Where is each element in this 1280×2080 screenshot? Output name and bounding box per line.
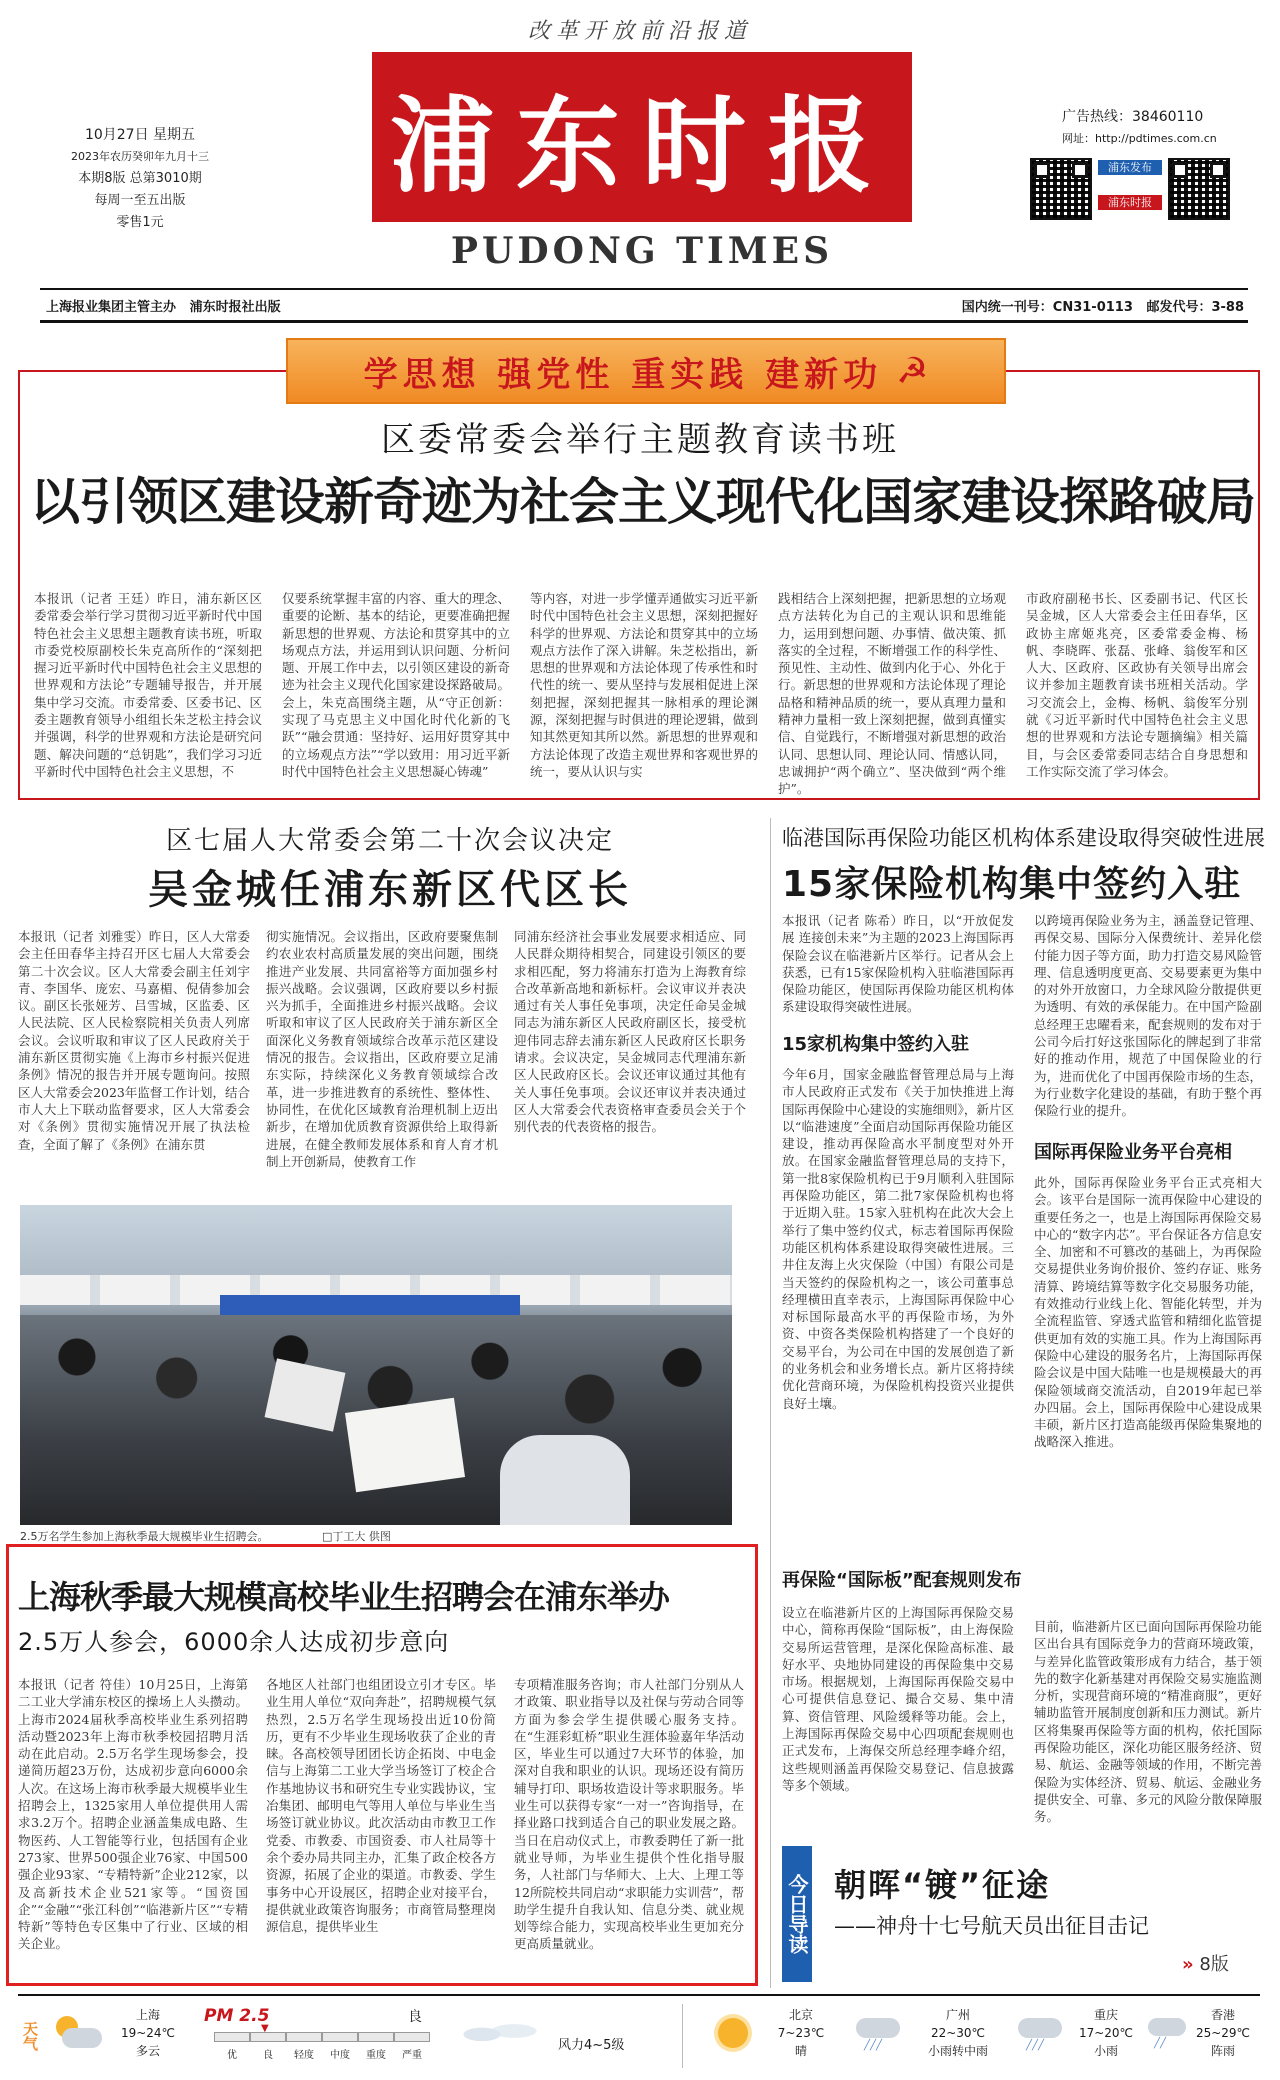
city-weather-beijing [766,2006,836,2060]
party-emblem-icon: ☭ [896,350,929,392]
npc-col-3: 同浦东经济社会事业发展要求相适应、同人民群众期待相契合，同建设引领区的要求相匹配，努力将浦东打造为上海教育综合改革新高地和新标杆。会议审议并表决通过有关人事任免事项，决定任命吴金城同志为浦东新区人民政府副区长，接受杭迎伟同志辞去浦东新区人民政府区长职务请求。会议决定，吴金城同志代理浦东新区人民政府区长。会议还审议通过其他有关人事任免事项。会议还审议并表决通过区人大常委会代表资格审查委员会关于个别代表的代表资格的报告。 [514,929,746,1135]
qr-code-2[interactable] [1168,158,1230,220]
aqi-label: PM 2.5 [204,2006,270,2026]
guide-label [782,1846,812,1982]
aqi-scale-label: 重度 [366,2050,386,2061]
city-desc: 小雨转中雨 [927,2044,988,2058]
qr-label-fabu: 浦东发布 [1098,160,1162,175]
insurance-col-2-mid: 此外，国际再保险业务平台正式亮相大会。该平台是国际一流再保险中心建设的重要任务之一，也是上海国际再保险交易中心的“数字内芯”。平台保证各方信息安全、加密和不可篡改的基础上，为再保险交易提供业务询价报价、签约存证、账务清算、跨境结算等数字化交易服务功能，有效推动行业线上化、智能化转型，并为全流程监管、穿透式监管和精细化监管提供更加有效的实施工具。作为上海国际再保险中心建设的服务名片，上海国际再保险会议是中国大陆唯一也是规模最大的再保险领域商交流活动，自2019年起已举办四届。会上，国际再保险中心建设成果丰硕，新片区打造高能级再保险集聚地的战略深入推进。 [1034,1175,1262,1450]
aqi-scale-label: 优 [227,2050,237,2061]
masthead-date: 10月27日 星期五 [84,127,196,143]
guide-label-text: 今日导读 [785,1874,809,1954]
insurance-col-1-mid: 今年6月，国家金融监督管理总局与上海市人民政府正式发布《关于加快推进上海国际再保险中心建设的实施细则》，新片区以“临港速度”全面启动国际再保险功能区建设，推动再保险高水平制度型对外开放。在国家金融监督管理总局的支持下，第一批8家保险机构已于9月顺利入驻国际再保险功能区，第二批7家保险机构也将于近期入驻。15家入驻机构在此次大会上举行了集中签约仪式，标志着国际再保险功能区机构体系建设取得突破性进展。三井住友海上火灾保险（中国）有限公司是当天签约的保险机构之一，该公司董事总经理横田直幸表示，上海国际再保险中心对标国际最高水平的再保险市场，为外资、中资各类保险机构搭建了一个良好的交易平台，为公司在中国的发展创造了新的业务机会和业务增长点。新片区将持续优化营商环境，为保险机构投资兴业提供良好土壤。 [782,1067,1014,1411]
insurance-col-2-bot: 目前，临港新片区已面向国际再保险功能区出台具有国际竞争力的营商环境政策，与差异化监管政策形成有力结合，基于领先的数字化新基建对再保险交易实施监测分析，实现营商环境的“精准商服”，更好辅助监管开展制度创新和压力测试。新片区将集聚再保险等方面的机构，依托国际再保险功能区，深化功能区服务经济、贸易、航运、金融等领域的作用，不断完善保险为实体经济、贸易、航运、金融业务提供安全、可靠、多元的风险分散保障服务。 [1034,1619,1262,1825]
aqi-scale-label: 轻度 [294,2050,314,2061]
insurance-sub-3: 再保险“国际板”配套规则发布 [782,1570,1022,1591]
guide-title: 朝晖“镀”征途 [834,1866,1051,1904]
city-desc: 小雨 [1093,2044,1118,2058]
masthead-rule [40,288,1248,290]
city-desc: 晴 [794,2044,807,2058]
ad-info [1062,106,1217,150]
photo-caption [20,1528,732,1544]
npc-kicker: 区七届人大常委会第二十次会议决定 [165,826,614,856]
city-temp: 25~29℃ [1195,2026,1251,2040]
rain-cloud-icon: ╱╱╱ [856,2018,902,2050]
weather-label: 天气 [21,2021,39,2051]
aqi-scale-label: 良 [263,2050,273,2061]
insurance-kicker: 临港国际再保险功能区机构体系建设取得突破性进展 [782,826,1265,850]
weather-bar [18,1998,1260,2074]
city-temp: 7~23℃ [777,2026,825,2040]
city-name: 香港 [1210,2008,1235,2022]
local-temp: 19~24℃ [120,2026,176,2040]
jobs-col-3: 专项精准服务咨询；市人社部门分别从人才政策、职业指导以及社保与劳动合同等方面为参会学生提供暖心服务支持。在“生涯彩虹桥”职业生涯体验嘉年华活动区，毕业生可以通过7大环节的体验，加深对自我和职业的认识。现场还设有简历辅导打印、职场妆造设计等求职服务。毕业生可以获得专家“一对一”咨询指导，在择业路口找到适合自己的职业发展之路。当日在启动仪式上，市教委聘任了新一批就业导师，为毕业生提供个性化指导服务，人社部门与华师大、上大、上理工等12所院校共同启动“求职能力实训营”，帮助学生提升自我认知、信息分类、就业规划等综合能力，实现高校毕业生更加充分更高质量就业。 [514,1677,744,1952]
qr-code-1[interactable] [1030,158,1092,220]
npc-headline: 吴金城任浦东新区代区长 [148,867,632,913]
local-city: 上海 [135,2008,160,2022]
lead-col-2: 仅要系统掌握丰富的内容、重大的理念、重要的论断、基本的结论，更要准确把握新思想的世界观、方法论和贯穿其中的立场观点方法，并运用到认识问题、分析问题、开展工作中去，以引领区建设的新奇迹为社会主义现代化国家建设探路破局。会上，朱克高围绕主题，从“守正创新：实现了马克思主义中国化时代化新的飞跃”“融会贯通：坚持好、运用好贯穿其中的立场观点方法”“学以致用：用习近平新时代中国特色社会主义思想凝心铸魂” [282,591,510,779]
aqi-scale-bar: ▼ [214,2032,430,2042]
weather-divider [682,2004,683,2068]
city-name: 广州 [945,2008,970,2022]
photo-credit: □丁工大 供图 [322,1530,391,1543]
ad-hotline: 广告热线：38460110 [1062,109,1204,125]
lead-col-4: 践相结合上深刻把握，把新思想的立场观点方法转化为自己的主观认识和思维能力，运用到想问题、办事情、做决策、抓落实的全过程，不断增强工作的科学性、预见性、主动性、做到内化于心、外化于行。新思想的世界观和方法论体现了理论品格和精神品质的统一，要从真理力量和精神力量相一致上深刻把握，做到真懂实信、自觉践行，不断增强对新思想的政治认同、思想认同、理论认同、情感认同，忠诚拥护“两个确立”、坚决做到“两个维护”。 [778,591,1006,797]
sun-icon [718,2018,748,2048]
masthead-edition: 本期8版 总第3010期 [78,171,202,186]
masthead-price: 零售1元 [116,215,164,230]
masthead-dateline [40,124,240,234]
jobs-col-1: 本报讯（记者 符佳）10月25日，上海第二工业大学浦东校区的操场上人头攒动。上海市2024届秋季高校毕业生系列招聘活动暨2023年上海市秋季校园招聘月活动在此启动。2.5万名学生现场参会，投递简历超23万份，达成初步意向6000余人次。在这场上海市秋季最大规模毕业生招聘会上，1325家用人单位提供用人需求3.2万个。招聘企业涵盖集成电路、生物医药、人工智能等行业，包括国有企业273家、世界500强企业76家、中国500强企业93家、“专精特新”企业212家，以及高新技术企业521家等。“国资国企”“金融”“张江科创”“临港新片区”“专精特新”等特色专区集中了行业、区域的相关企业。 [18,1677,248,1952]
website: 网址：http://pdtimes.com.cn [1062,132,1217,145]
cloudy-sun-icon [52,2016,102,2052]
column-divider [770,818,771,1988]
jobs-col-2: 各地区人社部门也组团设立引才专区。毕业生用人单位“双向奔赴”，招聘规模气氛热烈，2.5万名学生现场投出近10份简历，更有不少毕业生现场收获了企业的青睐。各高校领导团团长访企拓岗、中电金信与上海第二工业大学当场签订了校企合作基地协议书和研究生专业实践协议，宝冶集团、邮明电气等用人单位与毕业生当场签订就业协议。此次活动由市教卫工作党委、市教委、市国资委、市人社局等十余个委办局共同主办，汇集了政企校各方资源，拓展了企业的渠道。市教委、学生事务中心开设展区，招聘企业对接平台，提供就业政策咨询服务；市商管局整理岗源信息，提供毕业生 [266,1677,496,1935]
masthead-title [372,52,912,222]
guide-box[interactable] [782,1846,1258,1982]
double-arrow-icon: » [1182,1954,1194,1975]
theme-banner [286,338,1006,404]
insurance-col-1-bot: 设立在临港新片区的上海国际再保险交易中心，简称再保险“国际板”，由上海保险交易所运营管理，是深化保险高标准、最好水平、央地协同建设的再保险集中交易市场。根据规划，上海国际再保险交易中心可提供信息登记、撮合交易、集中清算、资信管理、风险缓释等功能。会上，上海国际再保险交易中心四项配套规则也正式发布，上海保交所总经理李峰介绍，这些规则涵盖再保险交易登记、信息披露等多个领域。 [782,1605,1014,1793]
rain-cloud-icon: ╱╱ [1148,2018,1188,2050]
wind-level: 风力4~5级 [558,2038,625,2053]
npc-col-1: 本报讯（记者 刘雅雯）昨日，区人大常委会主任田春华主持召开区七届人大常委会第二十次会议。区人大常委会副主任刘宇青、李国华、庞宏、马嘉楣、倪倩参加会议。副区长张娅芳、吕雪城，区监委、区人民法院、区人民检察院相关负责人列席会议。会议听取和审议了区人民政府关于浦东新区贯彻实施《上海市乡村振兴促进条例》情况的报告并开展专题询问。按照区人大常委会2023年监督工作计划，结合市人大上下联动监督要求，区人大常委会对《条例》贯彻实施情况开展了执法检查，全面了解了《条例》在浦东贯 [18,929,250,1152]
insurance-col-1-top: 本报讯（记者 陈希）昨日，以“开放促发展 连接创未来”为主题的2023上海国际再保险会议在临港新片区举行。记者从会上获悉，已有15家保险机构入驻临港国际再保险功能区，使国际再保险功能区机构体系建设取得突破性进展。 [782,913,1014,1015]
lead-col-5: 市政府副秘书长、区委副书记、代区长吴金城，区人大常委会主任田春华，区政协主席姬兆亮，区委常委金梅、杨帆、李晓晖、张磊、张峰、翁俊军和区人大、区政府、区政协有关领导出席会议并参加主题教育读书班相关活动。学习交流会上，金梅、杨帆、翁俊军分别就《习近平新时代中国特色社会主义思想的世界观和方法论专题摘编》相关篇目，与会区委常委同志结合自身思想和工作实际交流了学习体会。 [1026,591,1248,779]
city-name: 北京 [788,2008,813,2022]
qr-label-shibao: 浦东时报 [1098,195,1162,210]
wind-wave-icon [458,2014,538,2048]
npc-col-2: 彻实施情况。会议指出，区政府要聚焦制约农业农村高质量发展的突出问题，围绕推进产业发展、共同富裕等方面加强乡村振兴战略。会议强调，区政府要以乡村振兴为抓手，全面推进乡村振兴战略。会议听取和审议了区人民政府关于浦东新区全面深化义务教育领域综合改革示范区建设情况的报告。会议指出，区政府要立足浦东实际，持续深化义务教育领域综合改革，进一步推进教育的系统性、整体性、协同性，在优化区域教育治理机制上迈出新步，在增加优质教育资源供给上取得新进展，在健全教师发展体系和育人育才机制上开创新局，使教育工作 [266,929,498,1169]
insurance-sub-1: 15家机构集中签约入驻 [782,1034,970,1055]
photo-paper [345,1398,465,1493]
masthead-title-text: 浦东时报 [389,84,894,207]
insurance-sub-2: 国际再保险业务平台亮相 [1034,1142,1232,1163]
lead-col-1: 本报讯（记者 王廷）昨日，浦东新区区委常委会举行学习贯彻习近平新时代中国特色社会主义思想主题教育读书班，听取市委党校原副校长朱克高所作的“深刻把握习近平新时代中国特色社会主义思想的世界观和方法论”专题辅导报告，并开展集中学习交流。市委常委、区委书记、区委主题教育领导小组组长朱芝松主持会议并强调，科学的世界观和方法论是研究问题、解决问题的“总钥匙”，我们学习习近平新时代中国特色社会主义思想，不 [34,591,262,779]
issn-line: 国内统一刊号：CN31-0113 邮发代号：3-88 [961,300,1244,315]
insurance-col-2-top: 以跨境再保险业务为主，涵盖登记管理、再保交易、国际分入保费统计、差异化偿付能力因子等方面，助力打造交易风险管理、信息透明度更高、交易要素更为集中的对外开放窗口，力全球风险分散提供更为透明、有效的承保能力。在中国产险副总经理王忠曜看来，配套规则的发布对于公司今后打好这张国际化的牌起到了非常好的推动作用，规范了中国保险业的行为，进而优化了中国再保险市场的生态，为行业数字化建设的基础，有助于整个再保险行业的提升。 [1034,913,1262,1119]
guide-page-number: 8版 [1199,1954,1229,1975]
city-name: 重庆 [1093,2008,1118,2022]
city-temp: 17~20℃ [1078,2026,1134,2040]
aqi-scale-label: 中度 [330,2050,350,2061]
local-weather [108,2006,188,2060]
masthead-rule-bottom [40,320,1248,323]
guide-page [1182,1950,1229,1976]
rain-cloud-icon: ╱╱╱ [1018,2018,1064,2050]
qr-labels [1098,160,1162,210]
aqi-grade: 良 [408,2009,422,2025]
city-weather-chongqing [1066,2006,1146,2060]
photo-banner [220,1295,520,1317]
insurance-headline: 15家保险机构集中签约入驻 [782,864,1242,905]
city-weather-guangzhou [908,2006,1008,2060]
photo-student-shirt [500,1435,630,1525]
lead-col-3: 等内容，对进一步学懂弄通做实习近平新时代中国特色社会主义思想，深刻把握好科学的世界观、方法论和贯穿其中的立场观点方法作了深入讲解。朱芝松指出，新思想的世界观和方法论体现了传承性和时代性的统一、要从坚持与发展相促进上深刻把握，深刻把握其一脉相承的理论渊源，深刻把握与时俱进的理论逻辑，做到知其然更知其所以然。新思想的世界观和方法论体现了改造主观世界和客观世界的统一，要从认识与实 [530,591,758,779]
weather-rule [18,1994,1260,1996]
city-temp: 22~30℃ [930,2026,986,2040]
jobs-headline: 上海秋季最大规模高校毕业生招聘会在浦东举办 [18,1578,670,1616]
local-desc: 多云 [135,2044,160,2058]
masthead-slogan: 改革开放前沿报道 [527,19,752,44]
photo-caption-text: 2.5万名学生参加上海秋季最大规模毕业生招聘会。 [20,1530,269,1543]
aqi-scale-labels [214,2046,430,2061]
job-fair-photo [20,1205,732,1525]
masthead-lunar: 2023年农历癸卯年九月十三 [71,150,209,163]
lead-headline: 以引领区建设新奇迹为社会主义现代化国家建设探路破局 [30,473,1255,531]
jobs-subhead: 2.5万人参会，6000余人达成初步意向 [18,1628,450,1656]
guide-subtitle: ——神舟十七号航天员出征目击记 [834,1914,1149,1938]
masthead-frequency: 每周一至五出版 [94,193,186,208]
masthead-title-en: PUDONG TIMES [450,230,834,272]
theme-banner-text: 学思想 强党性 重实践 建新功 [363,354,883,395]
lead-kicker: 区委常委会举行主题教育读书班 [381,420,899,460]
city-desc: 阵雨 [1210,2044,1235,2058]
city-weather-hongkong [1186,2006,1260,2060]
aqi-scale-label: 严重 [402,2050,422,2061]
publisher-line: 上海报业集团主管主办 浦东时报社出版 [46,300,281,315]
